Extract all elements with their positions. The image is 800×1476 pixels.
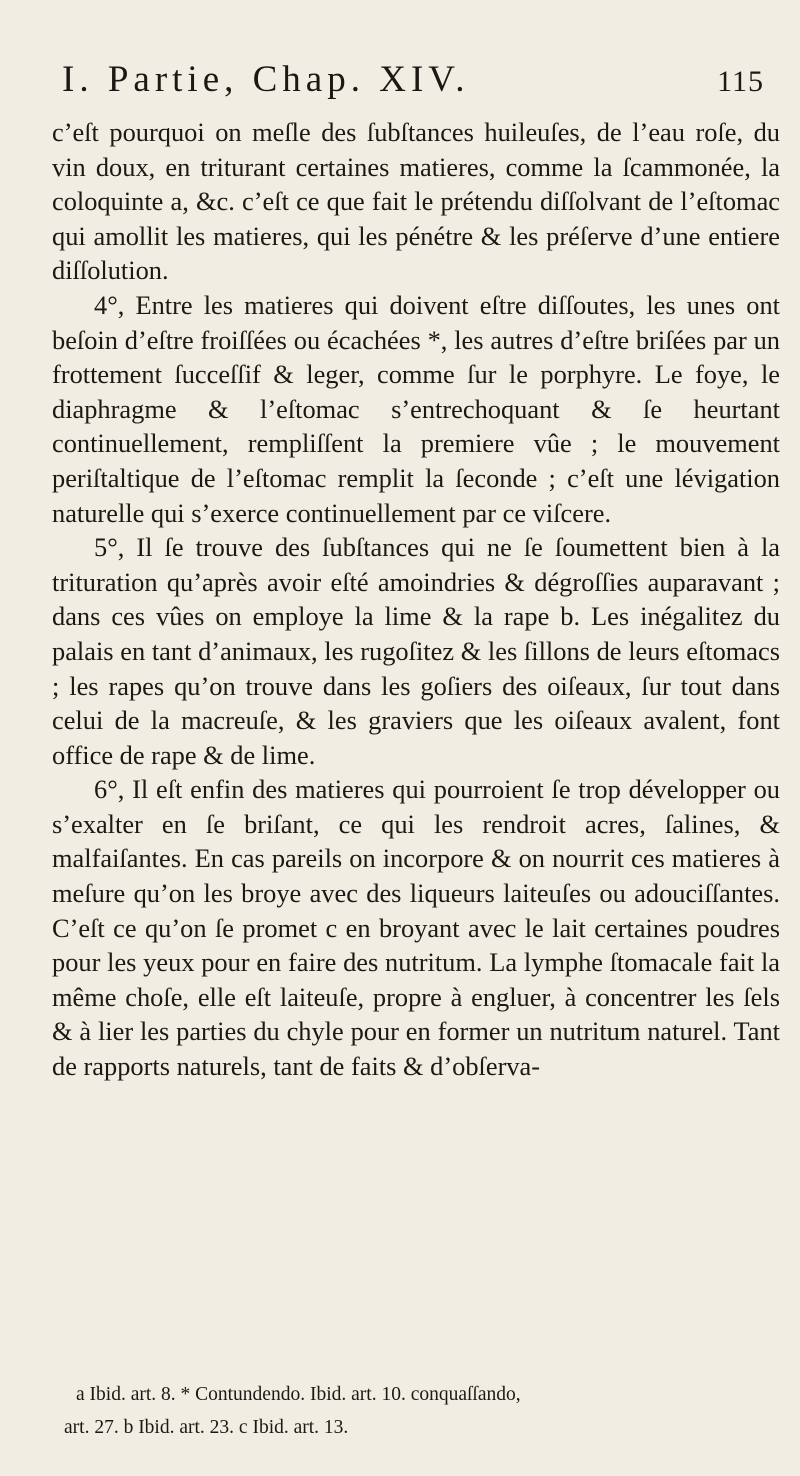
paragraph-continuation: c’eſt pourquoi on meſle des ſubſtances huileuſes, de l’eau roſe, du vin doux, en triturant certaines matieres, comme la ſcammonée, la coloquinte a, &c. c’eſt ce que fait le prétendu diſſolvant de l’eſtomac qui amollit les matieres, qui les pénétre & les préſerve d’une entiere diſſolution. bbox=[52, 117, 780, 286]
paragraph-point-6: 6°, Il eſt enfin des matieres qui pourroient ſe trop développer ou s’exalter en ſe briſant, ce qui les rendroit acres, ſalines, & malfaiſantes. En cas pareils on incorpore & on nourrit ces matieres à meſure qu’on les broye avec des liqueurs laiteuſes ou adouciſſantes. C’eſt ce qu’on ſe promet c en broyant avec le lait certaines poudres pour les yeux pour en faire des nutritum. La lymphe ſtomacale fait la même choſe, elle eſt laiteuſe, propre à engluer, à concentrer les ſels & à lier les parties du chyle pour en former un nutritum naturel. Tant de rapports naturels, tant de faits & d’obſerva- bbox=[52, 774, 780, 1082]
body-text bbox=[52, 115, 780, 1084]
paragraph-point-4: 4°, Entre les matieres qui doivent eſtre diſſoutes, les unes ont beſoin d’eſtre froiſſées ou écachées *, les autres d’eſtre briſées par un frottement ſucceſſif & leger, comme ſur le porphyre. Le foye, le diaphragme & l’eſtomac s’entrechoquant & ſe heurtant continuellement, rempliſſent la premiere vûe ; le mouvement periſtaltique de l’eſtomac remplit la ſeconde ; c’eſt une lévigation naturelle qui s’exerce continuellement par ce viſcere. bbox=[52, 289, 780, 528]
page-header bbox=[62, 58, 764, 101]
footnote-line-1: a Ibid. art. 8. * Contundendo. Ibid. art. 10. conquaſſando, bbox=[76, 1384, 521, 1405]
page-number: 115 bbox=[717, 65, 764, 98]
footnote-line-2: art. 27. b Ibid. art. 23. c Ibid. art. 13. bbox=[64, 1417, 349, 1438]
running-title: I. Partie, Chap. XIV. bbox=[62, 59, 470, 100]
paragraph-point-5: 5°, Il ſe trouve des ſubſtances qui ne ſe ſoumettent bien à la trituration qu’après avoir eſté amoindries & dégroſſies auparavant ; dans ces vûes on employe la lime & la rape b. Les inégalitez du palais en tant d’animaux, les rugoſitez & les ſillons de leurs eſtomacs ; les rapes qu’on trouve dans les goſiers des oiſeaux, ſur tout dans celui de la macreuſe, & les graviers que les oiſeaux avalent, font office de rape & de lime. bbox=[52, 532, 780, 770]
footnotes bbox=[64, 1378, 772, 1444]
